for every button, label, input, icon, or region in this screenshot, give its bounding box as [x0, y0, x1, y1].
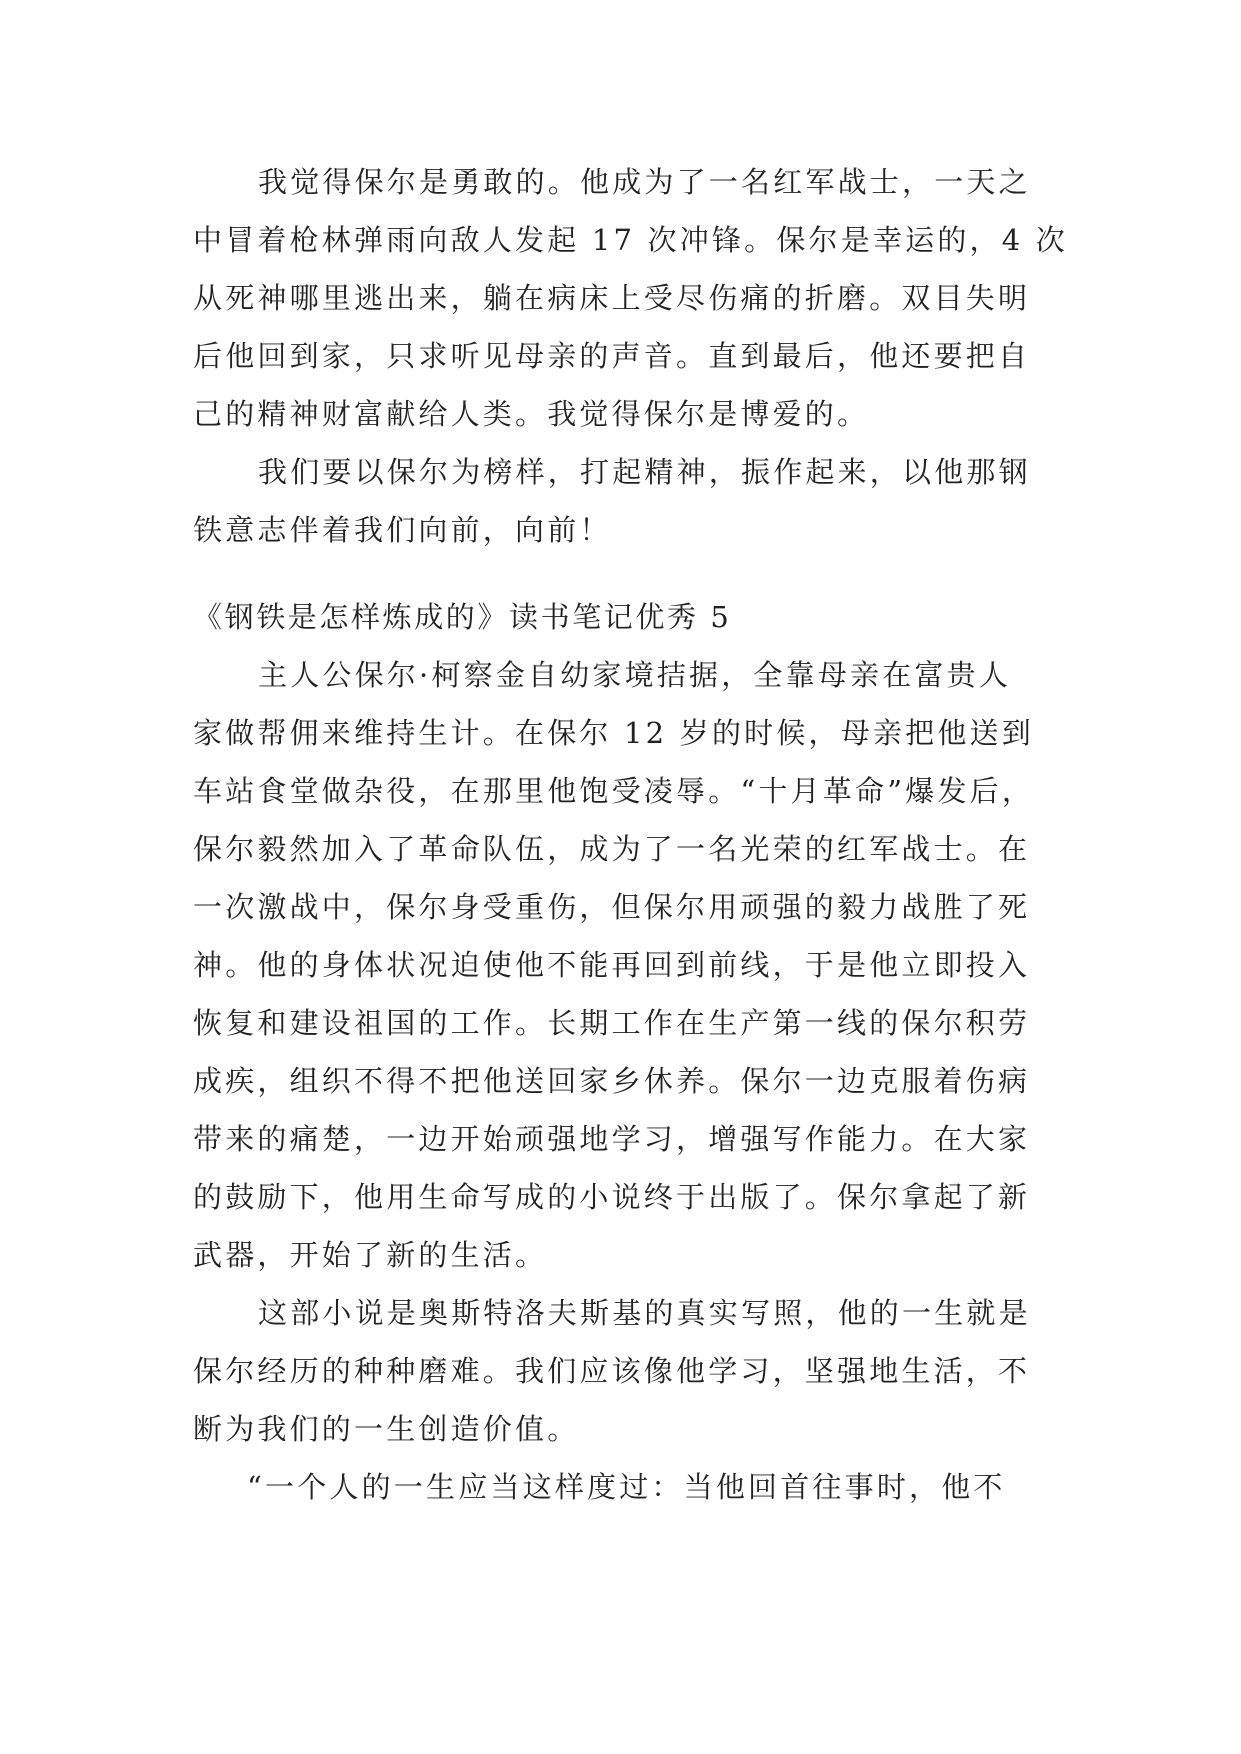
paragraph-line: 保尔毅然加入了革命队伍，成为了一名光荣的红军战士。在 — [193, 832, 1031, 866]
paragraph — [193, 443, 1053, 559]
paragraph-line: 这部小说是奥斯特洛夫斯基的真实写照，他的一生就是 — [258, 1296, 1031, 1330]
paragraph-line: 我觉得保尔是勇敢的。他成为了一名红军战士，一天之 — [258, 165, 1031, 199]
section-heading: 《钢铁是怎样炼成的》读书笔记优秀 5 — [193, 600, 732, 634]
section-2-heading-block — [193, 588, 1053, 646]
paragraph-line: 恢复和建设祖国的工作。长期工作在生产第一线的保尔积劳 — [193, 1006, 1031, 1040]
paragraph-line: 我们要以保尔为榜样，打起精神，振作起来，以他那钢 — [258, 455, 1031, 489]
paragraph-line: 车站食堂做杂役，在那里他饱受凌辱。“十月革命”爆发后， — [193, 774, 1035, 808]
section-1 — [193, 153, 1069, 559]
paragraph — [193, 646, 1053, 1284]
section-2 — [193, 646, 1053, 1516]
paragraph-line: 己的精神财富献给人类。我觉得保尔是博爱的。 — [193, 397, 870, 431]
paragraph-line: 家做帮佣来维持生计。在保尔 12 岁的时候，母亲把他送到 — [193, 716, 1034, 750]
paragraph-line: 成疾，组织不得不把他送回家乡休养。保尔一边克服着伤病 — [193, 1064, 1031, 1098]
paragraph-line: 保尔经历的种种磨难。我们应该像他学习，坚强地生活，不 — [193, 1354, 1031, 1388]
paragraph — [193, 1284, 1053, 1458]
paragraph-line: “一个人的一生应当这样度过：当他回首往事时，他不 — [247, 1470, 1006, 1504]
paragraph-line: 的鼓励下，他用生命写成的小说终于出版了。保尔拿起了新 — [193, 1180, 1031, 1214]
paragraph-line: 从死神哪里逃出来，躺在病床上受尽伤痛的折磨。双目失明 — [193, 281, 1031, 315]
paragraph-line: 主人公保尔·柯察金自幼家境拮据，全靠母亲在富贵人 — [258, 658, 1012, 692]
paragraph-line: 中冒着枪林弹雨向敌人发起 17 次冲锋。保尔是幸运的，4 次 — [193, 223, 1069, 257]
paragraph-line: 一次激战中，保尔身受重伤，但保尔用顽强的毅力战胜了死 — [193, 890, 1031, 924]
paragraph-line: 后他回到家，只求听见母亲的声音。直到最后，他还要把自 — [193, 339, 1031, 373]
paragraph — [193, 153, 1069, 443]
paragraph-line: 断为我们的一生创造价值。 — [193, 1412, 580, 1446]
paragraph-line: 武器，开始了新的生活。 — [193, 1238, 548, 1272]
paragraph-line: 神。他的身体状况迫使他不能再回到前线，于是他立即投入 — [193, 948, 1031, 982]
paragraph-line: 铁意志伴着我们向前，向前！ — [193, 513, 612, 547]
paragraph — [193, 1458, 1053, 1516]
paragraph-line: 带来的痛楚，一边开始顽强地学习，增强写作能力。在大家 — [193, 1122, 1031, 1156]
